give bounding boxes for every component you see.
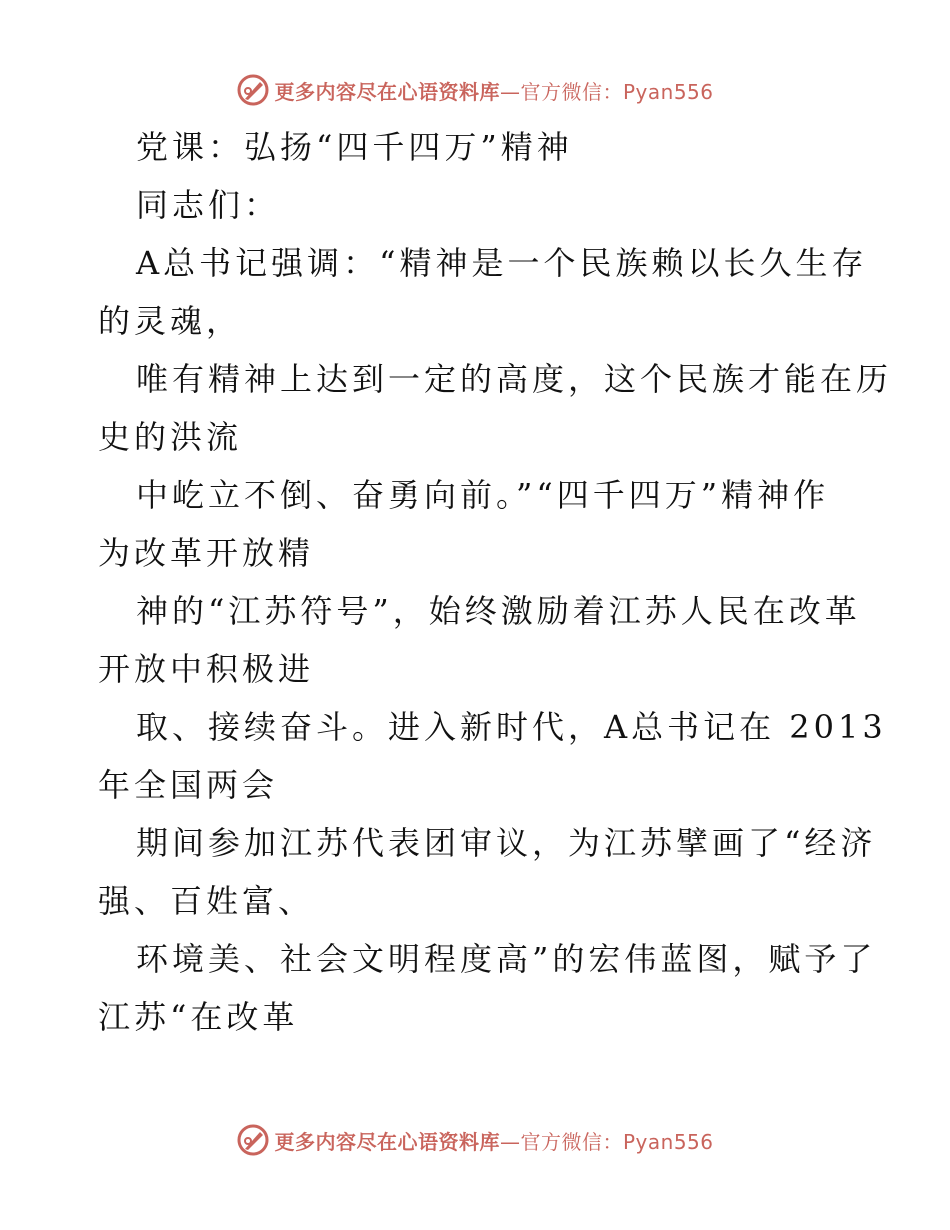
text-line: 同志们： [136,186,281,224]
text-line: 神的“江苏符号”，始终激励着江苏人民在改革 [136,592,861,630]
footer-wechat-label: 官方微信： [520,1129,623,1154]
quill-logo-icon [236,73,270,107]
text-line: A总书记强调：“精神是一个民族赖以长久生存 [136,244,868,282]
footer-brand-name: 更多内容尽在心语资料库 [274,1129,500,1154]
header-brand [274,76,713,105]
text-line: 环境美、社会文明程度高”的宏伟蓝图，赋予了 [136,940,877,978]
text-line: 中屹立不倒、奋勇向前。”“四千四万”精神作 [136,476,830,514]
text-line: 强、百姓富、 [98,882,315,920]
text-line: 开放中积极进 [98,650,315,688]
text-line: 年全国两会 [98,766,279,804]
document-title: 党课：弘扬“四千四万”精神 [136,128,573,166]
header-dash: — [499,79,521,104]
text-line: 唯有精神上达到一定的高度，这个民族才能在历 [136,360,893,398]
header-brand-name: 更多内容尽在心语资料库 [274,79,500,104]
text-line: 取、接续奋斗。进入新时代，A总书记在 2013 [136,708,887,746]
header-wechat-id: Pyan556 [622,79,714,104]
quill-logo-icon [236,1123,270,1157]
page-footer-watermark [0,1120,950,1160]
text-line: 江苏“在改革 [98,998,299,1036]
footer-wechat-id: Pyan556 [622,1129,714,1154]
footer-dash: — [499,1129,521,1154]
text-line: 期间参加江苏代表团审议，为江苏擘画了“经济 [136,824,877,862]
footer-brand [274,1126,713,1155]
header-wechat-label: 官方微信： [520,79,623,104]
text-line: 史的洪流 [98,418,243,456]
text-line: 的灵魂， [98,302,243,340]
document-body [98,118,893,1046]
page-header-watermark [0,70,950,110]
text-line: 为改革开放精 [98,534,315,572]
